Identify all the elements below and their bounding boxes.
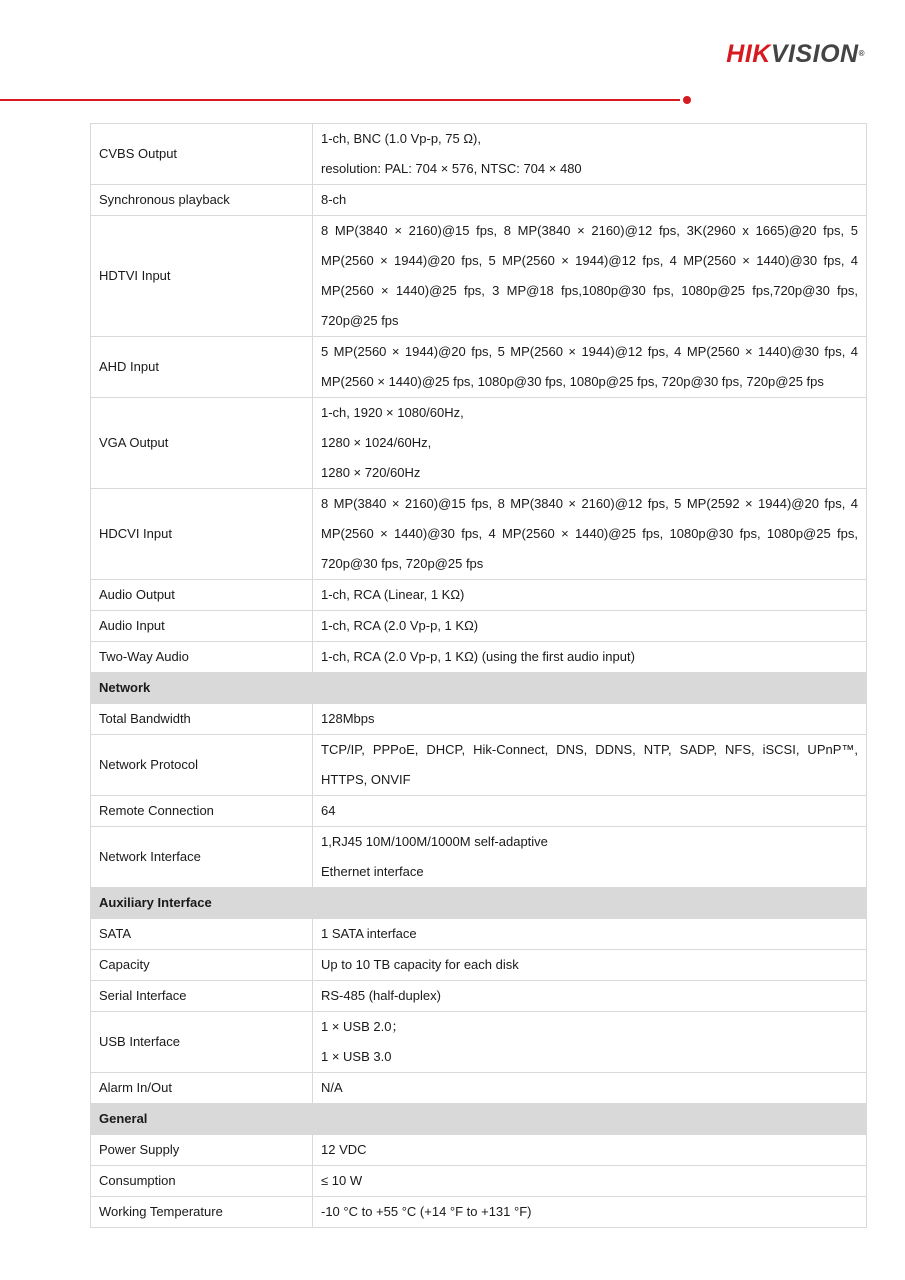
spec-row [91, 185, 867, 216]
spec-table-body [91, 124, 867, 1228]
spec-value [313, 611, 867, 642]
logo-registered-mark: ® [858, 49, 865, 58]
spec-value [313, 1197, 867, 1228]
spec-value [313, 216, 867, 337]
logo-vision-text: VISION [770, 40, 859, 68]
spec-value [313, 580, 867, 611]
spec-value [313, 735, 867, 796]
spec-value-line: 12 VDC [321, 1142, 367, 1157]
spec-row [91, 981, 867, 1012]
spec-row [91, 398, 867, 489]
spec-label: VGA Output [91, 398, 313, 489]
logo-hik-text: HIK [726, 40, 771, 68]
header-divider-line [0, 99, 680, 101]
spec-row [91, 827, 867, 888]
spec-label: USB Interface [91, 1012, 313, 1073]
spec-value-line: 1,RJ45 10M/100M/1000M self-adaptive [321, 834, 548, 849]
header-divider-dot [683, 96, 691, 104]
spec-row [91, 489, 867, 580]
spec-value-line: TCP/IP, PPPoE, DHCP, Hik-Connect, DNS, DDNS, NTP, SADP, NFS, iSCSI, UPnP™, HTTPS, ONVIF [321, 742, 858, 787]
section-title: Auxiliary Interface [91, 888, 867, 919]
spec-value-line: ≤ 10 W [321, 1173, 363, 1188]
spec-value-line: -10 °C to +55 °C (+14 °F to +131 °F) [321, 1204, 532, 1219]
spec-value [313, 124, 867, 185]
spec-label: Audio Output [91, 580, 313, 611]
spec-value-line: 1-ch, 1920 × 1080/60Hz, [321, 405, 464, 420]
spec-value-line: 1 SATA interface [321, 926, 417, 941]
spec-value-line: Ethernet interface [321, 864, 424, 879]
spec-value [313, 704, 867, 735]
spec-value [313, 1135, 867, 1166]
spec-value [313, 398, 867, 489]
spec-value-line: 1280 × 720/60Hz [321, 465, 421, 480]
spec-row [91, 124, 867, 185]
spec-table [90, 123, 867, 1228]
spec-label: Synchronous playback [91, 185, 313, 216]
section-title: Network [91, 673, 867, 704]
spec-label: Remote Connection [91, 796, 313, 827]
spec-label: Consumption [91, 1166, 313, 1197]
hikvision-logo [726, 40, 865, 68]
spec-value-line: RS-485 (half-duplex) [321, 988, 441, 1003]
spec-row [91, 735, 867, 796]
spec-label: Serial Interface [91, 981, 313, 1012]
spec-value-line: 128Mbps [321, 711, 375, 726]
spec-row [91, 611, 867, 642]
spec-value-line: 1-ch, BNC (1.0 Vp-p, 75 Ω), [321, 131, 481, 146]
spec-row [91, 796, 867, 827]
spec-value-line: 1-ch, RCA (2.0 Vp-p, 1 KΩ) (using the first audio input) [321, 649, 635, 664]
spec-value-line: 5 MP(2560 × 1944)@20 fps, 5 MP(2560 × 1944)@12 fps, 4 MP(2560 × 1440)@30 fps, 4 MP(2560 × 1440)@25 fps, 1080p@30 fps, 1080p@25 fps, 720p@30 fps, 720p@25 fps [321, 344, 858, 389]
section-header-row [91, 1104, 867, 1135]
spec-label: AHD Input [91, 337, 313, 398]
spec-value [313, 919, 867, 950]
spec-row [91, 1073, 867, 1104]
spec-row [91, 950, 867, 981]
spec-label: Working Temperature [91, 1197, 313, 1228]
section-title: General [91, 1104, 867, 1135]
spec-value-line: 8-ch [321, 192, 347, 207]
spec-label: CVBS Output [91, 124, 313, 185]
spec-value [313, 827, 867, 888]
spec-value [313, 489, 867, 580]
spec-value-line: 1280 × 1024/60Hz, [321, 435, 432, 450]
spec-row [91, 642, 867, 673]
spec-label: HDTVI Input [91, 216, 313, 337]
spec-value-line: 8 MP(3840 × 2160)@15 fps, 8 MP(3840 × 2160)@12 fps, 3K(2960 x 1665)@20 fps, 5 MP(2560 × 1944)@20 fps, 5 MP(2560 × 1944)@12 fps, 4 MP(2560 × 1440)@30 fps, 4 MP(2560 × 1440)@25 fps, 3 MP@18 fps,1080p@30 fps, 1080p@25 fps,720p@30 fps, 720p@25 fps [321, 223, 858, 328]
spec-label: Total Bandwidth [91, 704, 313, 735]
spec-row [91, 337, 867, 398]
spec-label: Two-Way Audio [91, 642, 313, 673]
section-header-row [91, 888, 867, 919]
spec-value [313, 1073, 867, 1104]
spec-value [313, 642, 867, 673]
spec-row [91, 580, 867, 611]
spec-value-line: 1 × USB 3.0 [321, 1049, 392, 1064]
spec-value [313, 981, 867, 1012]
spec-value-line: N/A [321, 1080, 343, 1095]
spec-value [313, 337, 867, 398]
spec-label: Capacity [91, 950, 313, 981]
spec-label: Audio Input [91, 611, 313, 642]
spec-label: Network Protocol [91, 735, 313, 796]
spec-value [313, 1012, 867, 1073]
spec-row [91, 1166, 867, 1197]
spec-value-line: 8 MP(3840 × 2160)@15 fps, 8 MP(3840 × 2160)@12 fps, 5 MP(2592 × 1944)@20 fps, 4 MP(2560 × 1440)@30 fps, 4 MP(2560 × 1440)@25 fps, 1080p@30 fps, 1080p@25 fps, 720p@30 fps, 720p@25 fps [321, 496, 858, 571]
section-header-row [91, 673, 867, 704]
spec-row [91, 1197, 867, 1228]
spec-row [91, 704, 867, 735]
spec-value-line: 1 × USB 2.0； [321, 1019, 405, 1034]
spec-row [91, 1012, 867, 1073]
spec-value-line: Up to 10 TB capacity for each disk [321, 957, 519, 972]
spec-row [91, 216, 867, 337]
spec-label: Power Supply [91, 1135, 313, 1166]
spec-value [313, 1166, 867, 1197]
spec-value [313, 950, 867, 981]
spec-value-line: 1-ch, RCA (Linear, 1 KΩ) [321, 587, 465, 602]
spec-value [313, 796, 867, 827]
spec-label: Alarm In/Out [91, 1073, 313, 1104]
spec-row [91, 1135, 867, 1166]
spec-value [313, 185, 867, 216]
spec-value-line: resolution: PAL: 704 × 576, NTSC: 704 × 480 [321, 161, 582, 176]
spec-label: HDCVI Input [91, 489, 313, 580]
spec-label: SATA [91, 919, 313, 950]
spec-label: Network Interface [91, 827, 313, 888]
spec-value-line: 64 [321, 803, 336, 818]
spec-value-line: 1-ch, RCA (2.0 Vp-p, 1 KΩ) [321, 618, 479, 633]
spec-row [91, 919, 867, 950]
